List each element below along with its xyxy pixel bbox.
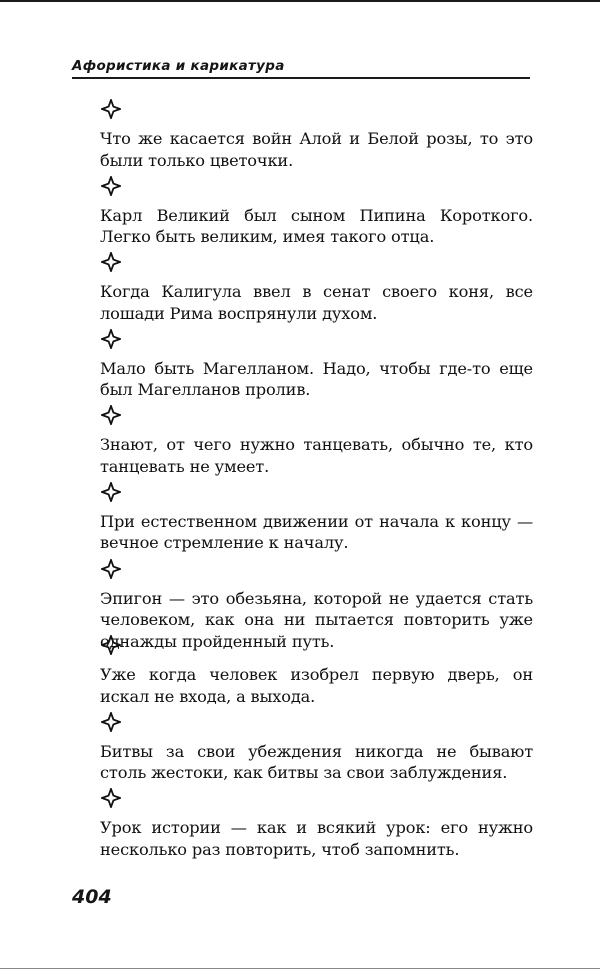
- aphorism-text: При естественном движении от начала к концу — вечное стремление к началу.: [100, 511, 533, 553]
- running-title: Афористика и карикатура: [72, 58, 285, 74]
- header-rule: [72, 77, 530, 79]
- four-pointed-star-icon: [101, 635, 121, 655]
- aphorism-item: [100, 709, 533, 786]
- aphorism-text: Когда Калигула ввел в сенат своего коня, все лошади Рима воспрянули духом.: [100, 282, 533, 323]
- four-pointed-star-icon: [101, 405, 121, 425]
- bottom-border-line: [0, 968, 600, 969]
- top-border-line: [0, 0, 600, 2]
- aphorism-item: [100, 402, 533, 479]
- four-pointed-star-icon: [101, 252, 121, 272]
- aphorism-list: [100, 96, 533, 862]
- aphorism-text: Уже когда человек изобрел первую дверь, он искал не входа, а выхода.: [100, 665, 533, 706]
- aphorism-item: [100, 173, 533, 250]
- aphorism-item: [100, 479, 533, 556]
- aphorism-text: Урок истории — как и всякий урок: его нужно несколько раз повторить, чтоб запомнить.: [100, 818, 533, 859]
- aphorism-text: Битвы за свои убеждения никогда не бывают столь жестоки, как битвы за свои заблуждения.: [100, 741, 533, 783]
- four-pointed-star-icon: [101, 176, 121, 196]
- aphorism-text: Знают, от чего нужно танцевать, обычно те, кто танцевать не умеет.: [100, 435, 533, 476]
- aphorism-item: [100, 326, 533, 403]
- aphorism-text: Карл Великий был сыном Пипина Короткого. Легко быть великим, имея такого отца.: [100, 205, 533, 247]
- four-pointed-star-icon: [101, 788, 121, 808]
- aphorism-text: Что же касается войн Алой и Белой розы, то это были только цветочки.: [100, 129, 533, 170]
- aphorism-item: [100, 96, 533, 173]
- aphorism-item: [100, 785, 533, 862]
- aphorism-text: Эпигон — это обезьяна, которой не удается стать человеком, как она ни пытается повторить уже однажды пройденный путь.: [100, 588, 533, 651]
- page-number: 404: [72, 886, 112, 908]
- aphorism-item: [100, 249, 533, 326]
- aphorism-item: [100, 556, 533, 651]
- four-pointed-star-icon: [101, 99, 121, 119]
- aphorism-text: Мало быть Магелланом. Надо, чтобы где-то еще был Магелланов пролив.: [100, 358, 533, 400]
- four-pointed-star-icon: [101, 712, 121, 732]
- aphorism-item: [100, 632, 533, 709]
- four-pointed-star-icon: [101, 559, 121, 579]
- four-pointed-star-icon: [101, 482, 121, 502]
- four-pointed-star-icon: [101, 329, 121, 349]
